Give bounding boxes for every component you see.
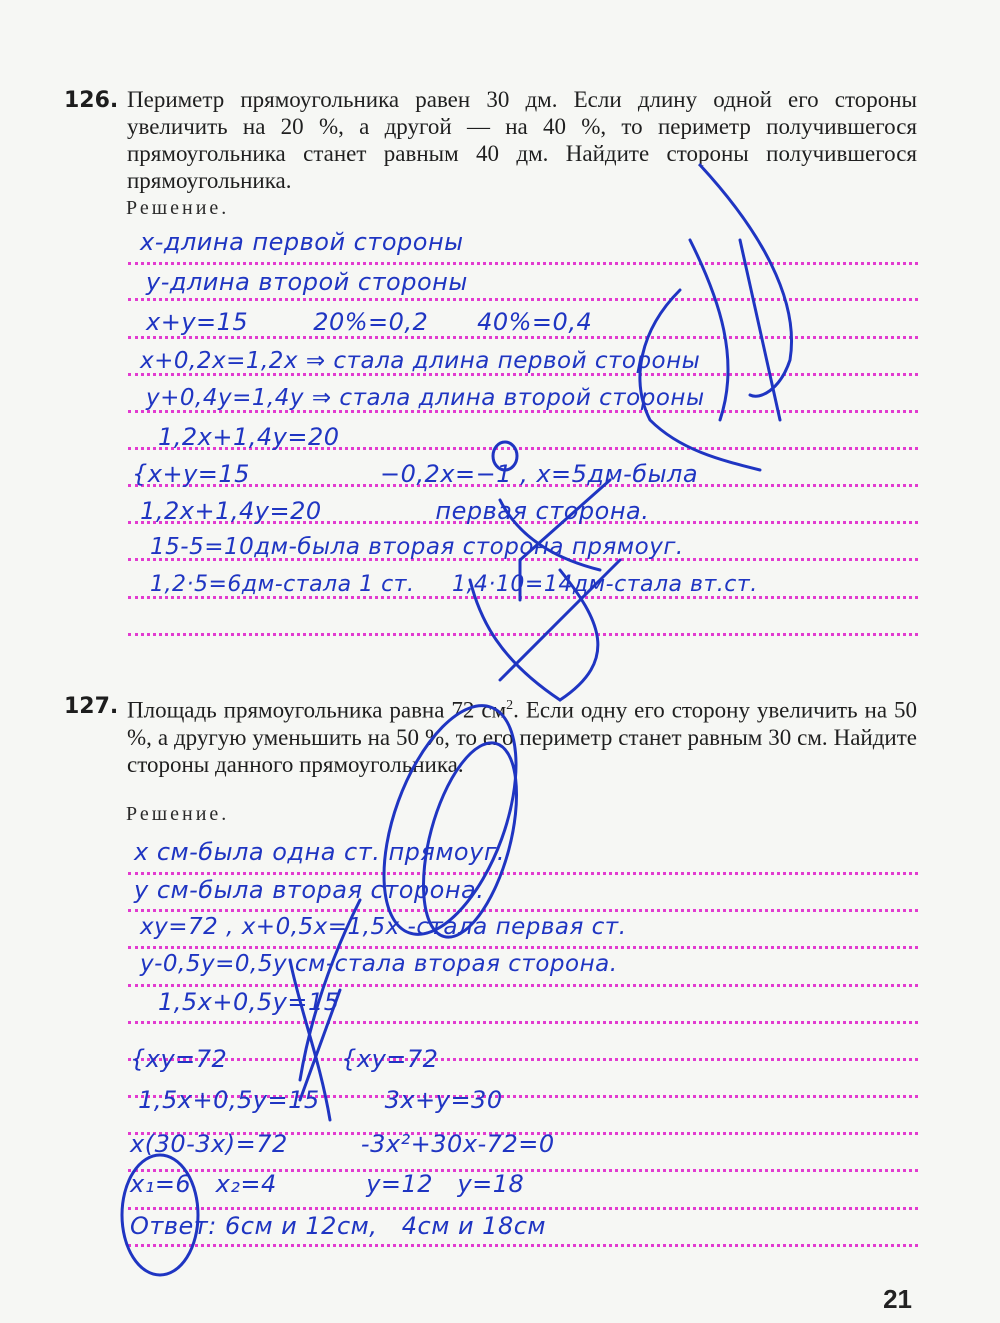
scribble-stroke <box>690 240 728 420</box>
handwritten-line: 1,2·5=6дм-стала 1 ст. 1,4·10=14дм-стала вт.ст. <box>150 572 758 597</box>
page-number: 21 <box>883 1284 912 1314</box>
problem-126-solution-label: Решение. <box>126 197 230 219</box>
scribble-stroke <box>470 580 560 700</box>
handwritten-line: у+0,4у=1,4у ⇒ стала длина второй стороны <box>146 385 705 411</box>
problem-126-number: 126. <box>64 88 119 113</box>
handwritten-line: х-длина первой стороны <box>140 228 464 256</box>
scribble-stroke <box>500 560 620 680</box>
handwritten-line: х₁=6 х₂=4 у=12 у=18 <box>130 1170 525 1198</box>
handwritten-line: у-0,5у=0,5у см-стала вторая сторона. <box>140 951 618 977</box>
problem-127-text-part1: Площадь прямоугольника равна 72 см <box>127 697 507 723</box>
superscript: 2 <box>506 698 514 713</box>
handwritten-line: 1,5х+0,5у=15 3х+у=30 <box>130 1086 503 1114</box>
handwritten-line: у-длина второй стороны <box>146 268 468 296</box>
scribble-stroke <box>640 290 760 470</box>
handwritten-line: Ответ: 6см и 12см, 4см и 18см <box>130 1212 547 1240</box>
handwritten-line: 1,5х+0,5у=15 <box>158 988 340 1016</box>
handwritten-line: 1,2х+1,4у=20 <box>158 423 340 451</box>
handwritten-line: 15-5=10дм-была вторая сторона прямоуг. <box>150 534 684 560</box>
handwritten-line: х+у=15 20%=0,2 40%=0,4 <box>146 308 593 336</box>
handwritten-line: ху=72 , х+0,5х=1,5х -стала первая ст. <box>140 914 627 940</box>
scribble-stroke <box>300 900 360 1080</box>
handwritten-line: х см-была одна ст. прямоуг. <box>134 838 506 866</box>
handwritten-line: 1,2х+1,4у=20 первая сторона. <box>132 497 650 525</box>
scribble-circle <box>122 1155 198 1275</box>
scribble-circle <box>493 442 517 470</box>
problem-127-number: 127. <box>64 694 119 719</box>
handwritten-line: х(30-3х)=72 -3х²+30х-72=0 <box>130 1130 555 1158</box>
handwritten-line: {ху=72 {ху=72 <box>130 1045 439 1073</box>
scribble-stroke <box>700 165 792 396</box>
handwritten-line: у см-была вторая сторона. <box>134 876 485 904</box>
problem-127-text-part2: . Если одну его сторону увеличить на 50 %, а другую уменьшить на 50 %, то его периметр станет равным 30 см. Найдите стороны данного прямоугольника. <box>127 697 917 777</box>
problem-126-text: Периметр прямоугольника равен 30 дм. Если длину одной его стороны увеличить на 20 %, а другой — на 40 %, то периметр получившегося прямоугольника станет равным 40 дм. Найдите стороны получившегося прямоугольника. <box>127 87 917 193</box>
handwritten-line: {х+у=15 −0,2х=−1 , х=5дм-была <box>132 460 699 488</box>
problem-127-solution-label: Решение. <box>126 803 230 825</box>
handwritten-line: х+0,2х=1,2х ⇒ стала длина первой стороны <box>140 348 701 374</box>
